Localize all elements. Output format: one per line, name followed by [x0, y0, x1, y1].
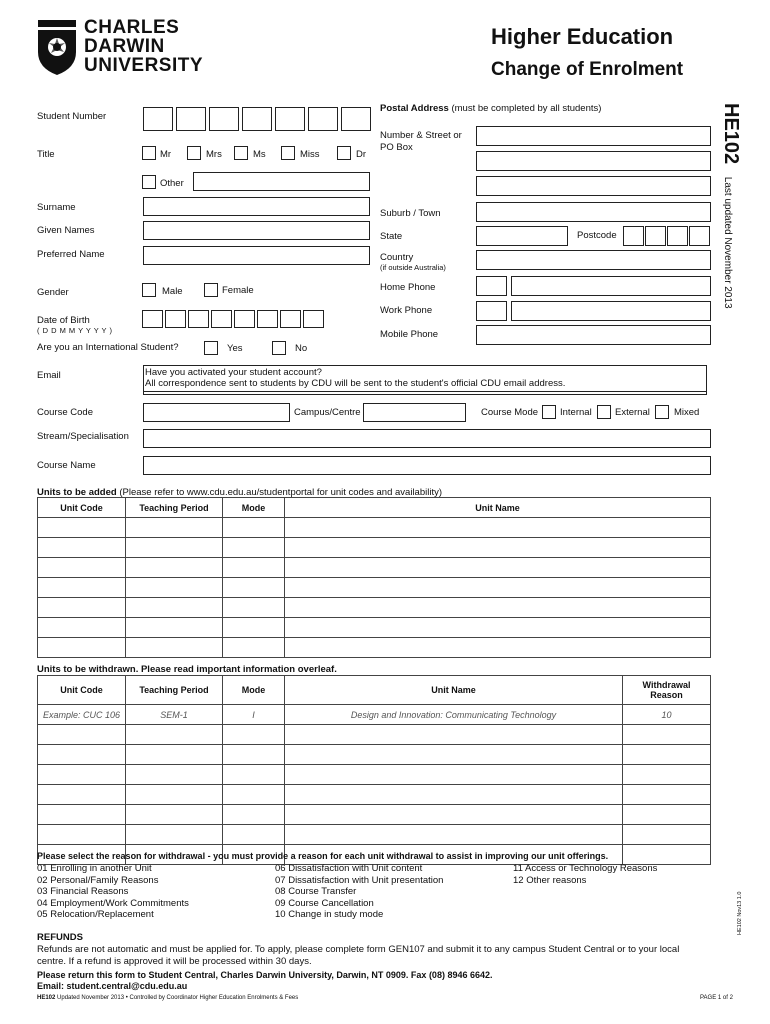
mode-external-label: External — [615, 407, 650, 418]
example-row — [38, 705, 711, 725]
stream-label: Stream/Specialisation — [37, 431, 129, 442]
column-header: Unit Code — [38, 676, 126, 705]
international-yes-checkbox[interactable] — [204, 341, 218, 355]
column-header: Unit Name — [285, 498, 711, 518]
example-unit-name: Design and Innovation: Communicating Technology — [285, 705, 623, 725]
column-header: Mode — [223, 498, 285, 518]
example-reason: 10 — [623, 705, 711, 725]
street-input-2[interactable] — [476, 151, 711, 171]
course-name-label: Course Name — [37, 460, 96, 471]
postal-address-heading — [380, 103, 601, 114]
international-no-label: No — [295, 343, 308, 354]
reasons-col-3 — [513, 863, 657, 886]
table-row[interactable] — [38, 518, 711, 538]
column-header: Teaching Period — [126, 498, 223, 518]
title-miss-label: Miss — [300, 149, 320, 160]
country-input[interactable] — [476, 250, 711, 270]
dob-format: ( D D M M Y Y Y Y ) — [37, 326, 113, 335]
table-row[interactable] — [38, 765, 711, 785]
course-code-input[interactable] — [143, 403, 290, 422]
units-withdrawn-heading: Units to be withdrawn. Please read important information overleaf. — [37, 664, 337, 675]
reason-item: 06 Dissatisfaction with Unit content — [275, 863, 423, 874]
postcode-input[interactable] — [623, 226, 710, 246]
return-line1: Please return this form to Student Central, Charles Darwin University, Darwin, NT 0909. Fax (08) 8946 6642. — [37, 970, 493, 980]
side-form-code: HE102 Nov13 1.0 — [737, 891, 743, 935]
gender-label: Gender — [37, 287, 69, 298]
page-number: PAGE 1 of 2 — [700, 995, 733, 1001]
reason-item: 05 Relocation/Replacement — [37, 909, 154, 921]
reasons-col-2 — [275, 863, 443, 921]
units-added-heading-note: (Please refer to www.cdu.edu.au/studentportal for unit codes and availability) — [116, 487, 442, 498]
international-label: Are you an International Student? — [37, 342, 179, 353]
reason-item: 03 Financial Reasons — [37, 886, 129, 898]
state-label: State — [380, 231, 403, 242]
title-mr-checkbox[interactable] — [142, 146, 156, 160]
logo-line-3: UNIVERSITY — [84, 55, 204, 76]
title-mrs-checkbox[interactable] — [187, 146, 201, 160]
reason-item: 01 Enrolling in another Unit — [37, 863, 152, 874]
home-phone-input[interactable] — [511, 276, 711, 296]
column-header: Mode — [223, 676, 285, 705]
example-unit-code: Example: CUC 106 — [38, 705, 126, 725]
logo-line-2: DARWIN — [84, 36, 165, 57]
mobile-phone-label: Mobile Phone — [380, 329, 439, 340]
stream-input[interactable] — [143, 429, 711, 448]
email-notice-line2: All correspondence sent to students by CDU will be sent to the student's official CDU email address. — [145, 378, 566, 389]
table-row[interactable] — [38, 538, 711, 558]
mode-external-checkbox[interactable] — [597, 405, 611, 419]
refunds-line1: Refunds are not automatic and must be applied for. To apply, please complete form GEN107 and submit it to any campus Student Central or to your local — [37, 944, 680, 955]
title-other-label: Other — [160, 178, 184, 189]
postcode-label: Postcode — [577, 230, 617, 241]
column-header — [623, 676, 711, 705]
course-mode-label: Course Mode — [481, 407, 539, 418]
units-withdrawn-table — [37, 675, 711, 865]
dob-input[interactable] — [142, 310, 324, 328]
work-phone-input[interactable] — [511, 301, 711, 321]
units-added-heading-bold: Units to be added — [37, 487, 117, 498]
title-mr-label: Mr — [160, 149, 172, 160]
table-row[interactable] — [38, 558, 711, 578]
withdrawal-header-line1: Withdrawal — [642, 680, 691, 690]
international-no-checkbox[interactable] — [272, 341, 286, 355]
title-ms-label: Ms — [253, 149, 266, 160]
gender-male-checkbox[interactable] — [142, 283, 156, 297]
preferred-name-label: Preferred Name — [37, 249, 105, 260]
suburb-input[interactable] — [476, 202, 711, 222]
table-row[interactable] — [38, 598, 711, 618]
table-row[interactable] — [38, 745, 711, 765]
column-header: Unit Name — [285, 676, 623, 705]
footer-text — [37, 995, 298, 1001]
email-notice-line1: Have you activated your student account? — [145, 367, 322, 378]
cdu-logo — [36, 18, 236, 78]
table-row[interactable] — [38, 785, 711, 805]
email-input[interactable] — [143, 392, 707, 395]
column-header: Unit Code — [38, 498, 126, 518]
reason-item: 02 Personal/Family Reasons — [37, 874, 159, 886]
refunds-line2: centre. If a refund is approved it will be processed within 30 days. — [37, 956, 312, 967]
return-line2: Email: student.central@cdu.edu.au — [37, 981, 188, 991]
street-input-3[interactable] — [476, 176, 711, 196]
work-phone-label: Work Phone — [380, 305, 433, 316]
mode-internal-checkbox[interactable] — [542, 405, 556, 419]
street-label-2: PO Box — [380, 142, 413, 153]
home-phone-label: Home Phone — [380, 282, 436, 293]
surname-input[interactable] — [143, 197, 370, 216]
work-phone-area-input[interactable] — [476, 301, 507, 321]
title-label: Title — [37, 149, 55, 160]
gender-male-label: Male — [162, 286, 183, 297]
postal-address-heading-note: (must be completed by all students) — [448, 103, 602, 114]
table-row[interactable] — [38, 725, 711, 745]
table-row[interactable] — [38, 825, 711, 845]
footer-code: HE102 — [37, 995, 56, 1001]
email-label: Email — [37, 370, 61, 381]
form-code: HE102 — [720, 103, 742, 165]
gender-female-checkbox[interactable] — [204, 283, 218, 297]
international-yes-label: Yes — [227, 343, 243, 354]
reason-item: 04 Employment/Work Commitments — [37, 897, 189, 909]
course-name-input[interactable] — [143, 456, 711, 475]
table-row[interactable] — [38, 638, 711, 658]
gender-female-label: Female — [222, 285, 254, 296]
column-header: Teaching Period — [126, 676, 223, 705]
preferred-name-input[interactable] — [143, 246, 370, 265]
table-row[interactable] — [38, 618, 711, 638]
footer-detail: Updated November 2013 • Controlled by Coordinator Higher Education Enrolments & Fees — [55, 995, 299, 1001]
reason-item: 11 Access or Technology Reasons — [513, 863, 658, 874]
mode-internal-label: Internal — [560, 407, 592, 418]
withdrawal-header-line2: Reason — [650, 690, 683, 700]
reason-item: 07 Dissatisfaction with Unit presentation — [275, 874, 444, 886]
reason-item: 12 Other reasons — [513, 874, 587, 886]
campus-input[interactable] — [363, 403, 466, 422]
title-mrs-label: Mrs — [206, 149, 222, 160]
suburb-label: Suburb / Town — [380, 208, 441, 219]
reason-item: 10 Change in study mode — [275, 909, 384, 921]
table-row[interactable] — [38, 578, 711, 598]
student-number-input[interactable] — [143, 107, 371, 131]
example-mode: I — [223, 705, 285, 725]
title-miss-checkbox[interactable] — [281, 146, 295, 160]
title-other-checkbox[interactable] — [142, 175, 156, 189]
mobile-phone-input[interactable] — [476, 325, 711, 345]
vertical-form-code — [719, 103, 742, 309]
title-dr-label: Dr — [356, 149, 367, 160]
form-title: Higher Education — [491, 24, 674, 49]
units-added-table — [37, 497, 711, 658]
refunds-heading: REFUNDS — [37, 932, 83, 943]
title-other-input[interactable] — [193, 172, 370, 191]
postal-address-heading-bold: Postal Address — [380, 103, 449, 114]
reasons-col-1 — [37, 863, 189, 921]
student-number-label: Student Number — [37, 111, 107, 122]
mode-mixed-checkbox[interactable] — [655, 405, 669, 419]
logo-line-1: CHARLES — [84, 17, 180, 38]
course-code-label: Course Code — [37, 407, 93, 418]
given-names-label: Given Names — [37, 225, 95, 236]
country-note: (if outside Australia) — [380, 263, 446, 272]
university-crest-icon — [36, 18, 78, 76]
reasons-heading: Please select the reason for withdrawal - you must provide a reason for each unit withdrawal to assist in improving our unit offerings. — [37, 851, 609, 861]
campus-label: Campus/Centre — [294, 407, 361, 418]
table-row[interactable] — [38, 805, 711, 825]
example-teaching-period: SEM-1 — [126, 705, 223, 725]
street-input-1[interactable] — [476, 126, 711, 146]
country-label: Country — [380, 252, 414, 263]
dob-label: Date of Birth — [37, 315, 90, 326]
title-ms-checkbox[interactable] — [234, 146, 248, 160]
given-names-input[interactable] — [143, 221, 370, 240]
surname-label: Surname — [37, 202, 76, 213]
reason-item: 09 Course Cancellation — [275, 897, 374, 909]
last-updated: Last updated November 2013 — [722, 176, 733, 309]
form-subtitle: Change of Enrolment — [491, 59, 684, 80]
mode-mixed-label: Mixed — [674, 407, 700, 418]
state-input[interactable] — [476, 226, 568, 246]
street-label: Number & Street or — [380, 130, 462, 141]
reason-item: 08 Course Transfer — [275, 886, 357, 898]
title-dr-checkbox[interactable] — [337, 146, 351, 160]
home-phone-area-input[interactable] — [476, 276, 507, 296]
